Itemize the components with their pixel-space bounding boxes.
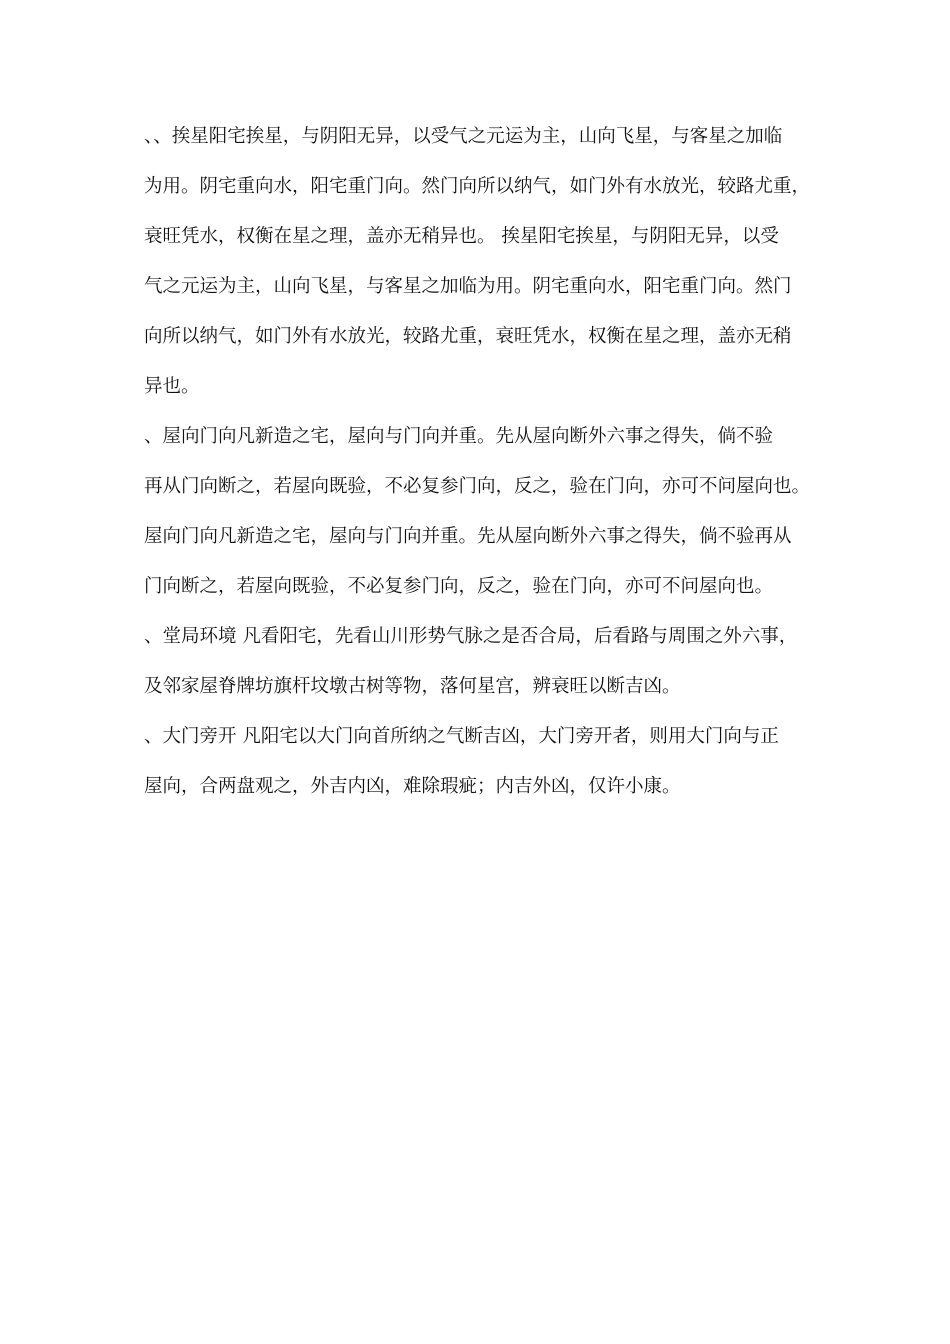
text-line: 门向断之，若屋向既验，不必复参门向，反之，验在门向，亦可不问屋向也。 bbox=[144, 576, 774, 597]
text-line: 气之元运为主，山向飞星，与客星之加临为用。阴宅重向水，阳宅重门向。然门 bbox=[144, 276, 792, 297]
text-line: 、屋向门向凡新造之宅，屋向与门向并重。先从屋向断外六事之得失，倘不验 bbox=[144, 426, 774, 447]
text-line: 衰旺凭水，权衡在星之理，盖亦无稍异也。 挨星阳宅挨星，与阴阳无异，以受 bbox=[144, 226, 779, 247]
text-line: 、堂局环境 凡看阳宅，先看山川形势气脉之是否合局，后看路与周围之外六事， bbox=[144, 626, 798, 647]
text-line: 再从门向断之，若屋向既验，不必复参门向，反之，验在门向，亦可不问屋向也。 bbox=[144, 476, 811, 497]
text-line: 屋向，合两盘观之，外吉内凶，难除瑕疵；内吉外凶，仅许小康。 bbox=[144, 776, 681, 797]
text-line: 向所以纳气，如门外有水放光，较路尤重，衰旺凭水，权衡在星之理，盖亦无稍 bbox=[144, 326, 792, 347]
text-line: 、大门旁开 凡阳宅以大门向首所纳之气断吉凶，大门旁开者，则用大门向与正 bbox=[144, 726, 779, 747]
body-text bbox=[144, 112, 812, 812]
text-line: 及邻家屋脊牌坊旗杆坟墩古树等物，落何星宫，辨衰旺以断吉凶。 bbox=[144, 676, 681, 697]
text-line: 为用。阴宅重向水，阳宅重门向。然门向所以纳气，如门外有水放光，较路尤重， bbox=[144, 176, 811, 197]
text-line: 、、挨星阳宅挨星，与阴阳无异，以受气之元运为主，山向飞星，与客星之加临 bbox=[144, 126, 783, 147]
text-line: 屋向门向凡新造之宅，屋向与门向并重。先从屋向断外六事之得失，倘不验再从 bbox=[144, 526, 792, 547]
text-line: 异也。 bbox=[144, 376, 200, 397]
